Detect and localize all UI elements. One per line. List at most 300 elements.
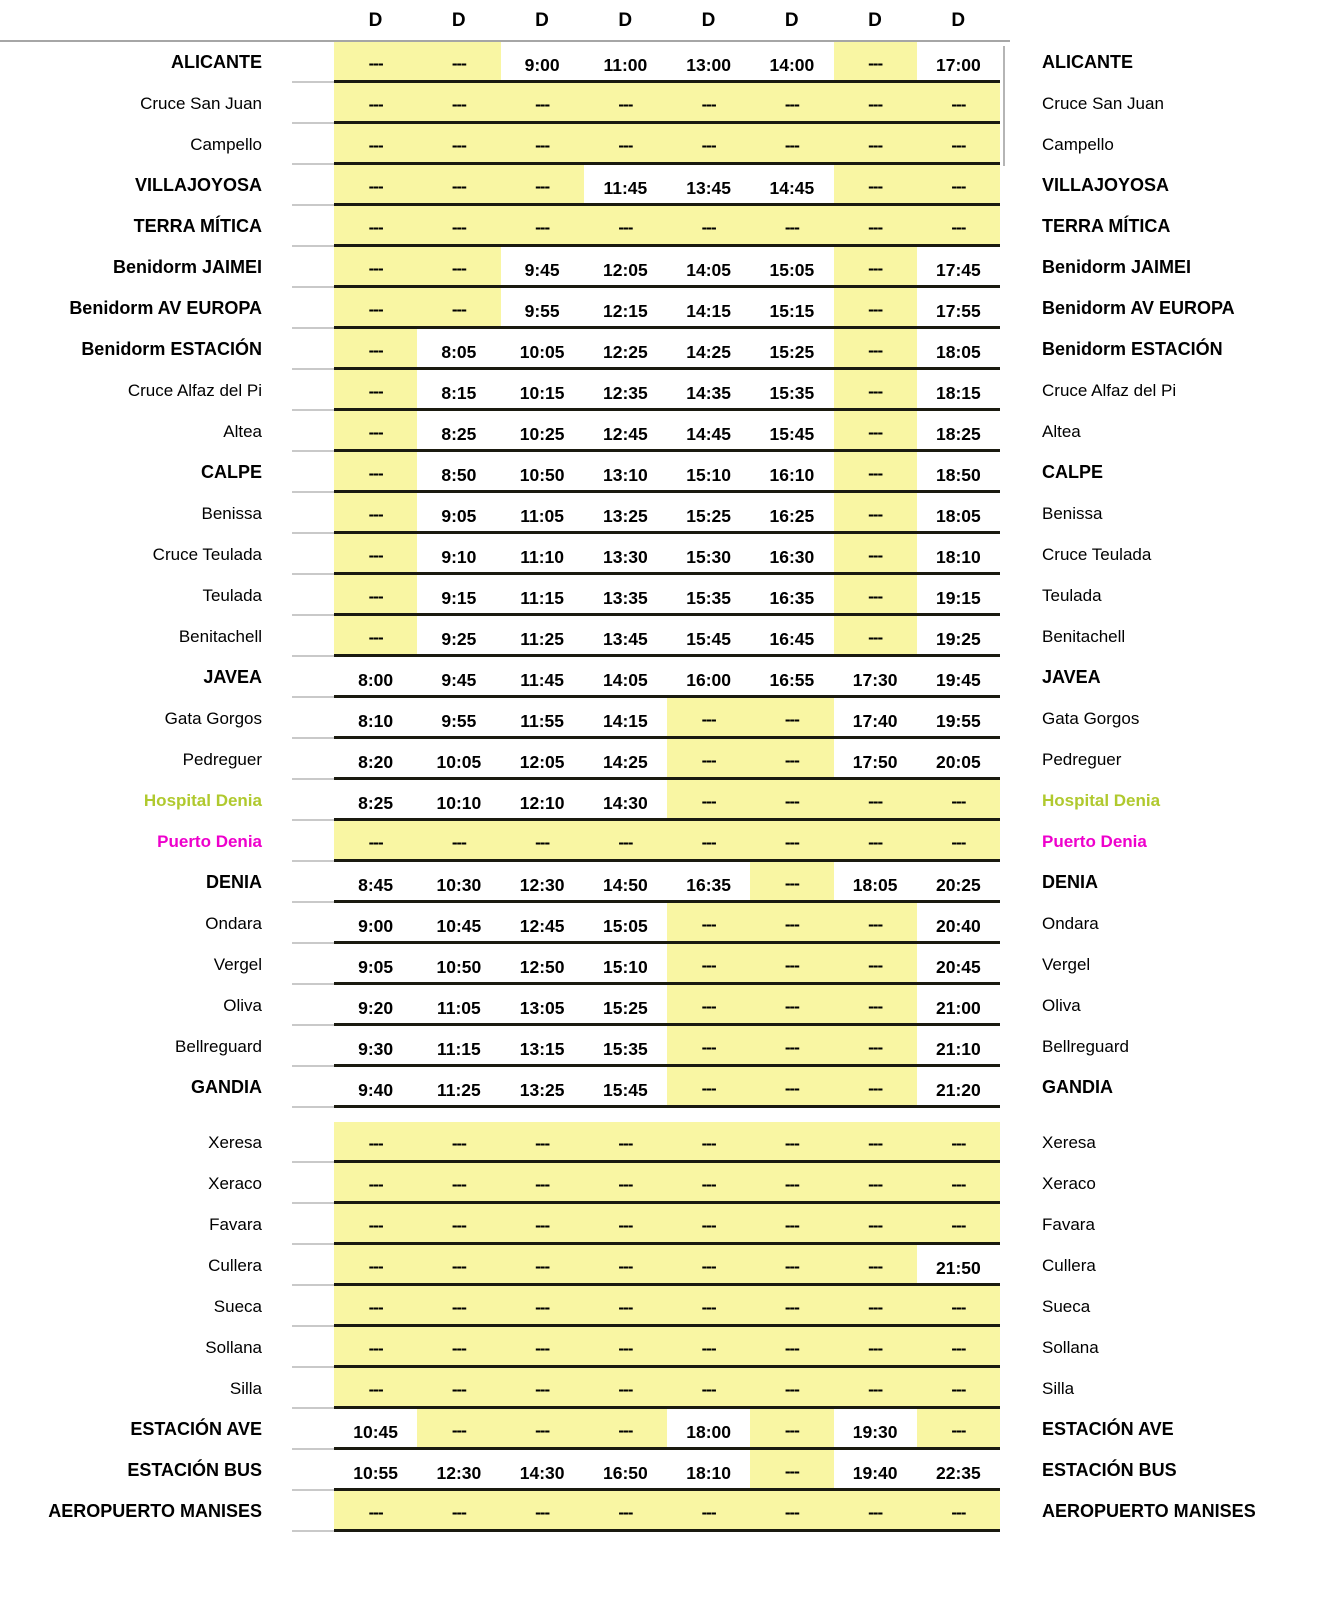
cell-value: 12:45 [602, 424, 648, 444]
cell-value: 12:30 [519, 875, 565, 895]
departure-time-cell [584, 739, 667, 780]
time-cells [334, 165, 1000, 206]
time-cells [334, 1368, 1000, 1409]
no-service-cell [417, 206, 500, 247]
right-gap [1000, 1491, 1020, 1532]
departure-time-cell [501, 452, 584, 493]
cell-value: --- [868, 504, 883, 524]
no-service-cell [417, 1491, 500, 1532]
no-service-cell [917, 1491, 1000, 1532]
cell-value: 11:10 [520, 547, 565, 567]
cell-value: 15:45 [769, 424, 815, 444]
connector-gap [270, 1409, 334, 1450]
cell-value: 12:45 [519, 916, 565, 936]
time-cells [334, 370, 1000, 411]
station-label-left: Campello [190, 134, 262, 154]
cell-value: 14:15 [602, 711, 648, 731]
right-gap [1000, 411, 1020, 452]
cell-value: --- [618, 217, 633, 237]
connector-gap [270, 1450, 334, 1491]
service-mark-2: D [535, 10, 550, 31]
departure-time-cell [667, 657, 750, 698]
departure-time-cell [334, 1450, 417, 1491]
no-service-cell [667, 1245, 750, 1286]
table-row [0, 1122, 1320, 1163]
no-service-cell [417, 1122, 500, 1163]
cell-value: --- [368, 586, 383, 606]
no-service-cell [667, 1026, 750, 1067]
departure-time-cell [417, 1067, 500, 1108]
station-label-right: Cullera [1042, 1255, 1096, 1275]
no-service-cell [917, 83, 1000, 124]
table-row [0, 1163, 1320, 1204]
cell-value: 11:25 [436, 1080, 481, 1100]
no-service-cell [584, 1327, 667, 1368]
station-label-left: Pedreguer [182, 749, 262, 769]
station-label-right: Hospital Denia [1042, 790, 1161, 810]
cell-value: --- [368, 1174, 383, 1194]
cell-value: --- [951, 1133, 966, 1153]
station-label-right: Pedreguer [1042, 749, 1122, 769]
cell-value: --- [784, 1420, 799, 1440]
station-label-right: Cruce San Juan [1042, 93, 1164, 113]
cell-value: 17:00 [935, 55, 981, 75]
departure-time-cell [917, 575, 1000, 616]
departure-time-cell [834, 657, 917, 698]
cell-value: --- [784, 1461, 799, 1481]
station-label-left: Hospital Denia [143, 790, 262, 810]
cell-value: --- [701, 1215, 716, 1235]
cell-value: --- [784, 832, 799, 852]
time-cells [334, 124, 1000, 165]
station-label-left: Xeraco [208, 1173, 262, 1193]
table-row [0, 329, 1320, 370]
departure-time-cell [584, 862, 667, 903]
cell-value: --- [451, 1420, 466, 1440]
cell-value: 17:45 [935, 260, 981, 280]
no-service-cell [834, 1026, 917, 1067]
no-service-cell [334, 534, 417, 575]
service-mark-4: D [701, 10, 716, 31]
station-label-left: Altea [223, 421, 262, 441]
cell-value: 21:10 [935, 1039, 981, 1059]
station-label-right: Cruce Alfaz del Pi [1042, 380, 1177, 400]
cell-value: --- [951, 1420, 966, 1440]
departure-time-cell [334, 1026, 417, 1067]
cell-value: 13:45 [686, 178, 731, 198]
right-gap [1000, 329, 1020, 370]
cell-value: 13:30 [602, 547, 648, 567]
cell-value: 11:45 [603, 178, 648, 198]
connector-gap [270, 247, 334, 288]
departure-time-cell [584, 1067, 667, 1108]
cell-value: --- [368, 53, 383, 73]
cell-value: 11:55 [520, 711, 565, 731]
no-service-cell [667, 1327, 750, 1368]
no-service-cell [834, 411, 917, 452]
no-service-cell [501, 124, 584, 165]
departure-time-cell [334, 862, 417, 903]
cell-value: --- [368, 176, 383, 196]
service-mark-1: D [451, 10, 466, 31]
no-service-cell [750, 944, 833, 985]
station-label-left: JAVEA [203, 667, 262, 687]
connector-gap [270, 985, 334, 1026]
connector-gap [270, 83, 334, 124]
cell-value: 19:25 [935, 629, 981, 649]
cell-value: 14:05 [686, 260, 731, 280]
no-service-cell [750, 1204, 833, 1245]
no-service-cell [584, 1163, 667, 1204]
cell-value: 15:45 [602, 1080, 648, 1100]
time-cells [334, 1067, 1000, 1108]
departure-time-cell [334, 903, 417, 944]
departure-time-cell [584, 411, 667, 452]
cell-value: 14:50 [602, 875, 648, 895]
cell-value: --- [451, 1502, 466, 1522]
cell-value: 11:05 [520, 506, 565, 526]
cell-value: 9:25 [441, 629, 477, 649]
departure-time-cell [917, 534, 1000, 575]
cell-value: 16:25 [769, 506, 815, 526]
no-service-cell [917, 165, 1000, 206]
departure-time-cell [917, 1067, 1000, 1108]
cell-value: --- [701, 1502, 716, 1522]
no-service-cell [834, 534, 917, 575]
cell-value: --- [784, 1037, 799, 1057]
table-row [0, 780, 1320, 821]
cell-value: 12:10 [519, 793, 565, 813]
station-label-right: ESTACIÓN AVE [1042, 1419, 1174, 1439]
connector-gap [270, 452, 334, 493]
time-cells [334, 83, 1000, 124]
no-service-cell [417, 1368, 500, 1409]
connector-gap [270, 1163, 334, 1204]
station-label-right: Xeraco [1042, 1173, 1096, 1193]
no-service-cell [584, 83, 667, 124]
departure-time-cell [417, 616, 500, 657]
cell-value: --- [868, 340, 883, 360]
no-service-cell [334, 411, 417, 452]
departure-time-cell [584, 985, 667, 1026]
cell-value: 8:25 [358, 793, 394, 813]
station-label-right: Campello [1042, 134, 1114, 154]
departure-time-cell [917, 1026, 1000, 1067]
station-label-right: Puerto Denia [1042, 831, 1147, 851]
cell-value: 8:10 [358, 711, 394, 731]
cell-value: 18:10 [686, 1463, 731, 1483]
station-label-left: Silla [229, 1378, 262, 1398]
time-cells [334, 1327, 1000, 1368]
no-service-cell [750, 1368, 833, 1409]
departure-time-cell [501, 1450, 584, 1491]
no-service-cell [750, 1450, 833, 1491]
table-row [0, 1286, 1320, 1327]
cell-value: --- [701, 955, 716, 975]
cell-value: --- [618, 1338, 633, 1358]
cell-value: 10:10 [436, 793, 482, 813]
cell-value: --- [784, 1078, 799, 1098]
cell-value: --- [368, 1338, 383, 1358]
cell-value: --- [868, 422, 883, 442]
departure-time-cell [417, 944, 500, 985]
no-service-cell [917, 1409, 1000, 1450]
no-service-cell [834, 1286, 917, 1327]
no-service-cell [417, 165, 500, 206]
cell-value: 8:15 [441, 383, 477, 403]
station-label-right: Silla [1042, 1378, 1075, 1398]
table-row [0, 616, 1320, 657]
station-label-right: Benitachell [1042, 626, 1126, 646]
no-service-cell [917, 1286, 1000, 1327]
cell-value: 18:05 [935, 342, 981, 362]
right-gap [1000, 780, 1020, 821]
service-mark-5: D [784, 10, 799, 31]
no-service-cell [750, 1245, 833, 1286]
no-service-cell [334, 1368, 417, 1409]
no-service-cell [667, 780, 750, 821]
departure-time-cell [501, 247, 584, 288]
no-service-cell [334, 370, 417, 411]
service-mark-3: D [618, 10, 633, 31]
cell-value: --- [451, 299, 466, 319]
cell-value: --- [784, 1215, 799, 1235]
cell-value: 15:05 [769, 260, 815, 280]
departure-time-cell [667, 452, 750, 493]
cell-value: 13:25 [602, 506, 648, 526]
cell-value: --- [451, 94, 466, 114]
departure-time-cell [417, 411, 500, 452]
cell-value: 9:30 [358, 1039, 394, 1059]
station-label-right: Teulada [1042, 585, 1102, 605]
departure-time-cell [917, 985, 1000, 1026]
departure-time-cell [667, 370, 750, 411]
table-row [0, 83, 1320, 124]
cell-value: --- [951, 135, 966, 155]
time-cells [334, 739, 1000, 780]
station-label-right: Gata Gorgos [1042, 708, 1140, 728]
connector-gap [270, 42, 334, 83]
cell-value: --- [701, 135, 716, 155]
cell-value: --- [784, 217, 799, 237]
cell-value: --- [451, 1379, 466, 1399]
station-label-right: Xeresa [1042, 1132, 1096, 1152]
cell-value: 18:15 [935, 383, 981, 403]
cell-value: 16:35 [686, 875, 731, 895]
cell-value: 11:15 [436, 1039, 481, 1059]
cell-value: --- [868, 258, 883, 278]
table-row [0, 575, 1320, 616]
no-service-cell [667, 1122, 750, 1163]
time-cells [334, 206, 1000, 247]
cell-value: 14:45 [686, 424, 731, 444]
no-service-cell [917, 1163, 1000, 1204]
cell-value: --- [701, 914, 716, 934]
departure-time-cell [417, 329, 500, 370]
cell-value: 10:45 [353, 1422, 398, 1442]
station-label-right: Benidorm AV EUROPA [1042, 298, 1235, 318]
station-label-left: Benidorm AV EUROPA [69, 298, 262, 318]
table-row [0, 1491, 1320, 1532]
cell-value: --- [784, 94, 799, 114]
table-row [0, 165, 1320, 206]
cell-value: --- [868, 914, 883, 934]
right-gap [1000, 83, 1020, 124]
time-cells [334, 247, 1000, 288]
no-service-cell [834, 1204, 917, 1245]
cell-value: 15:35 [769, 383, 815, 403]
station-label-right: Cruce Teulada [1042, 544, 1152, 564]
no-service-cell [334, 1163, 417, 1204]
station-label-right: Sueca [1042, 1296, 1091, 1316]
station-label-left: Cruce Alfaz del Pi [127, 380, 262, 400]
no-service-cell [501, 206, 584, 247]
cell-value: --- [701, 1256, 716, 1276]
no-service-cell [334, 206, 417, 247]
cell-value: --- [784, 873, 799, 893]
cell-value: --- [868, 94, 883, 114]
no-service-cell [750, 698, 833, 739]
cell-value: 16:35 [769, 588, 815, 608]
departure-time-cell [417, 985, 500, 1026]
right-gap [1000, 493, 1020, 534]
time-cells [334, 288, 1000, 329]
cell-value: --- [951, 832, 966, 852]
departure-time-cell [584, 329, 667, 370]
departure-time-cell [501, 411, 584, 452]
cell-value: --- [535, 1420, 550, 1440]
cell-value: --- [451, 258, 466, 278]
station-label-left: Cruce Teulada [152, 544, 262, 564]
departure-time-cell [501, 616, 584, 657]
departure-time-cell [667, 288, 750, 329]
station-label-right: Benidorm JAIMEI [1042, 257, 1192, 277]
right-gap [1000, 903, 1020, 944]
timetable-grid [0, 42, 1320, 1532]
table-row [0, 821, 1320, 862]
cell-value: 13:15 [519, 1039, 565, 1059]
time-cells [334, 821, 1000, 862]
departure-time-cell [917, 616, 1000, 657]
row-separator [334, 1105, 1000, 1108]
no-service-cell [334, 42, 417, 83]
departure-time-cell [334, 1409, 417, 1450]
connector-gap [270, 329, 334, 370]
cell-value: --- [618, 1420, 633, 1440]
departure-time-cell [750, 165, 833, 206]
cell-value: --- [618, 1502, 633, 1522]
cell-value: 19:45 [935, 670, 981, 690]
departure-time-cell [667, 862, 750, 903]
table-row [0, 534, 1320, 575]
cell-value: --- [868, 217, 883, 237]
departure-time-cell [667, 329, 750, 370]
cell-value: 16:30 [769, 547, 815, 567]
no-service-cell [750, 1122, 833, 1163]
cell-value: --- [868, 1502, 883, 1522]
cell-value: --- [535, 1338, 550, 1358]
departure-time-cell [334, 780, 417, 821]
departure-time-cell [667, 534, 750, 575]
departure-time-cell [334, 739, 417, 780]
cell-value: --- [784, 955, 799, 975]
right-gap [1000, 247, 1020, 288]
no-service-cell [750, 903, 833, 944]
departure-time-cell [501, 985, 584, 1026]
station-label-left: TERRA MÍTICA [133, 216, 262, 236]
time-cells [334, 862, 1000, 903]
table-row [0, 944, 1320, 985]
no-service-cell [584, 1122, 667, 1163]
station-label-left: AEROPUERTO MANISES [48, 1501, 262, 1521]
cell-value: --- [784, 1256, 799, 1276]
cell-value: 10:15 [519, 383, 565, 403]
no-service-cell [334, 1245, 417, 1286]
no-service-cell [584, 1245, 667, 1286]
no-service-cell [750, 1491, 833, 1532]
departure-time-cell [834, 862, 917, 903]
departure-time-cell [501, 1026, 584, 1067]
cell-value: 10:05 [519, 342, 565, 362]
connector-gap [270, 575, 334, 616]
no-service-cell [667, 206, 750, 247]
cell-value: 15:05 [602, 916, 648, 936]
no-service-cell [584, 1491, 667, 1532]
connector-gap [270, 780, 334, 821]
cell-value: --- [535, 1256, 550, 1276]
cell-value: 9:00 [358, 916, 394, 936]
no-service-cell [334, 83, 417, 124]
station-label-left: Sueca [213, 1296, 262, 1316]
cell-value: 9:10 [441, 547, 477, 567]
departure-time-cell [667, 1409, 750, 1450]
right-gap [1000, 370, 1020, 411]
departure-time-cell [584, 370, 667, 411]
cell-value: 17:30 [852, 670, 898, 690]
no-service-cell [750, 739, 833, 780]
cell-value: 13:25 [519, 1080, 565, 1100]
departure-time-cell [917, 42, 1000, 83]
cell-value: --- [451, 1215, 466, 1235]
cell-value: --- [951, 1297, 966, 1317]
no-service-cell [750, 206, 833, 247]
no-service-cell [667, 821, 750, 862]
departure-time-cell [917, 657, 1000, 698]
cell-value: --- [701, 1133, 716, 1153]
no-service-cell [501, 1163, 584, 1204]
departure-time-cell [667, 411, 750, 452]
cell-value: --- [535, 832, 550, 852]
cell-value: 17:50 [852, 752, 898, 772]
service-mark-6: D [868, 10, 883, 31]
cell-value: --- [368, 832, 383, 852]
cell-value: --- [368, 1133, 383, 1153]
time-cells [334, 1163, 1000, 1204]
no-service-cell [667, 903, 750, 944]
no-service-cell [501, 1409, 584, 1450]
station-label-right: TERRA MÍTICA [1042, 216, 1171, 236]
cell-value: --- [701, 1379, 716, 1399]
station-label-left: Puerto Denia [157, 831, 262, 851]
cell-value: --- [701, 1037, 716, 1057]
cell-value: 15:25 [769, 342, 815, 362]
station-label-left: Bellreguard [175, 1036, 262, 1056]
no-service-cell [834, 903, 917, 944]
connector-gap [270, 1122, 334, 1163]
cell-value: --- [618, 1379, 633, 1399]
departure-time-cell [501, 288, 584, 329]
table-row [0, 1245, 1320, 1286]
